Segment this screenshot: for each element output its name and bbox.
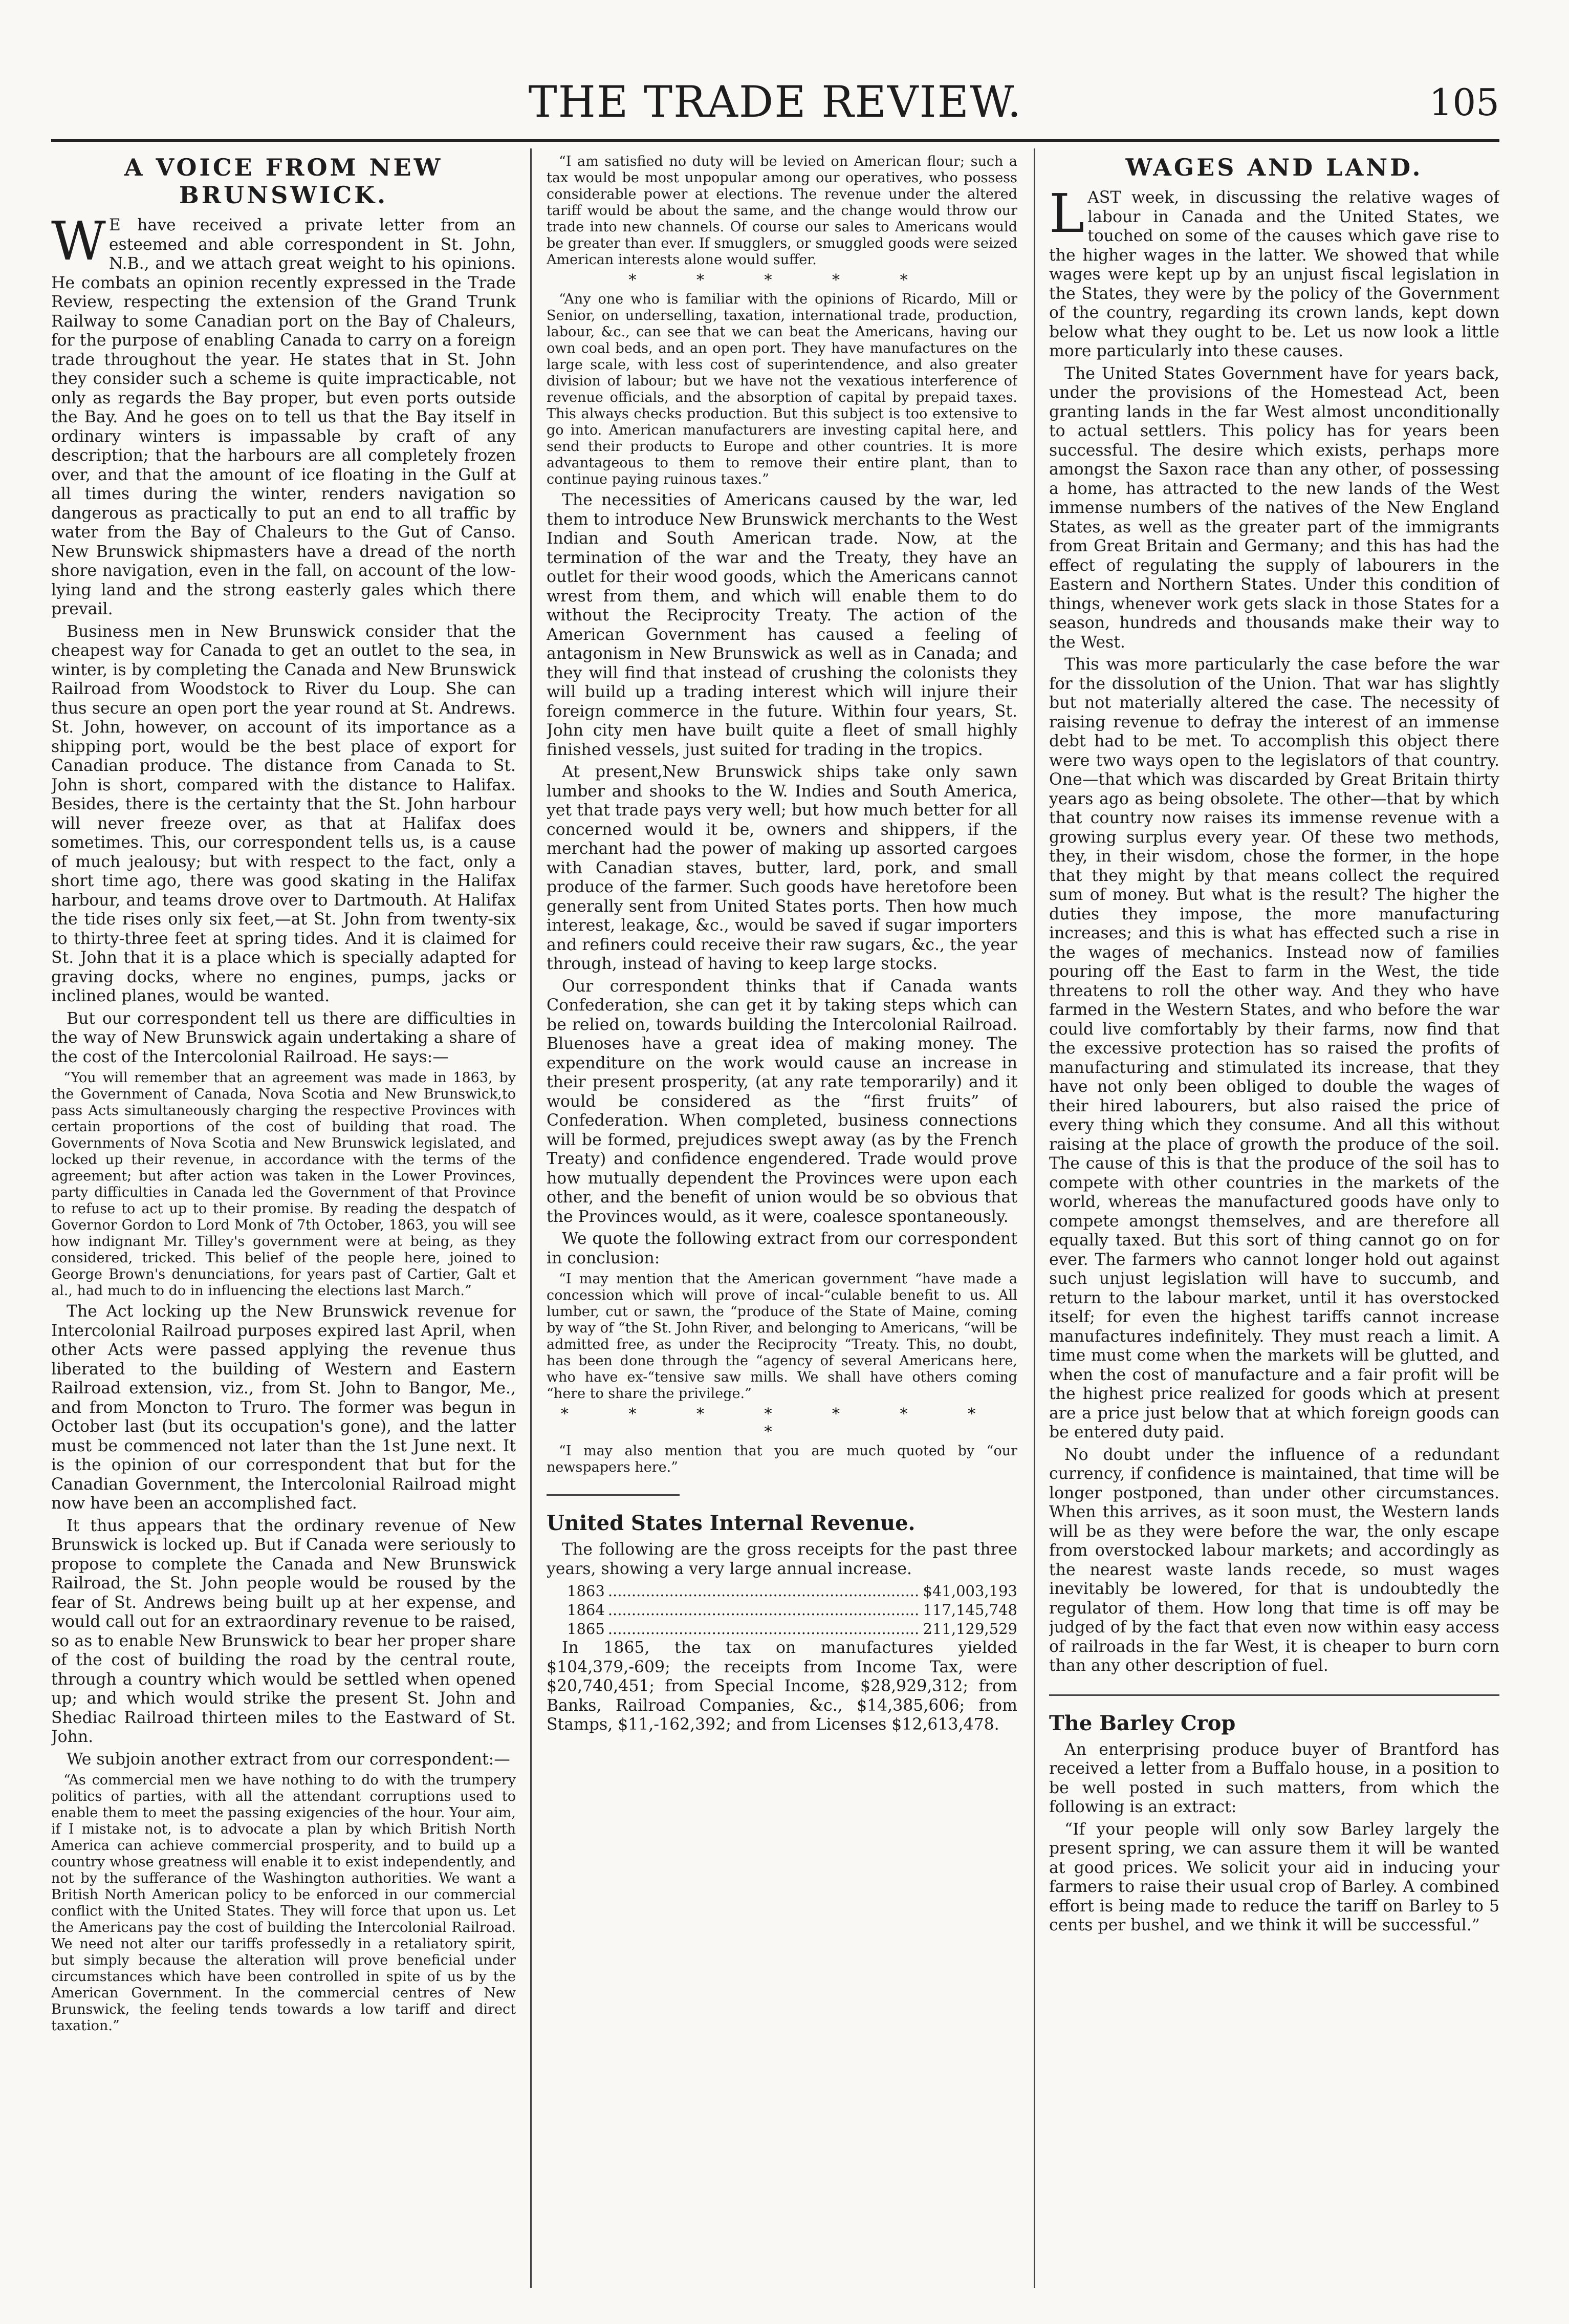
revenue-year: 1863 xyxy=(567,1582,605,1600)
revenue-amount: 211,129,529 xyxy=(923,1620,1017,1638)
article-paragraph: Our correspondent thinks that if Canada wants Confederation, she can get it by taking steps which can be relied on, towards building the Intercolonial Railroad. Bluenoses have a great idea of making money. The expenditure on the work would cause an increase in their present prosperity, (at any rate temporarily) and it would be considered as the “first fruits” of Confederation. When completed, business connections will be formed, prejudices swept away (as by the French Treaty) and confidence engendered. Trade would prove how mutually dependent the Provinces were upon each other, and the benefit of union would be so obvious that the Provinces would, as it were, coalesce spontaneously. xyxy=(547,977,1017,1226)
section-rule xyxy=(547,1494,680,1496)
revenue-row xyxy=(547,1620,1017,1639)
paragraph-text: E have received a private letter from an esteemed and able correspondent in St. John, N.B., and we attach great weight to his opinions. He combats an opinion recently expressed in the Trade Review, respecting the extension of the Grand Trunk Railway to some Canadian port on the Bay of Chaleurs, for the purpose of enabling Canada to carry on a foreign trade throughout the year. He states that in St. John they consider such a scheme is quite impracticable, not only as regards the Bay proper, but even ports outside the Bay. And he goes on to tell us that the Bay itself in ordinary winters is impassable by craft of any description; that the harbours are all completely frozen over, and that the amount of ice floating in the Gulf at all times during the winter, renders navigation so dangerous as practically to put an end to all traffic by water from the Bay of Chaleurs to the Gut of Canso. New Brunswick shipmasters have a dread of the north shore navigation, even in the fall, on account of the low-lying land and the strong easterly gales which there prevail. xyxy=(51,216,516,618)
quoted-extract: “If your people will only sow Barley largely the present spring, we can assure them it will be wanted at good prices. We solicit your aid in inducing your farmers to raise their usual crop of Barley. A combined effort is being made to reduce the tariff on Barley to 5 cents per bushel, and we think it will be successful.” xyxy=(1049,1820,1499,1934)
running-head xyxy=(51,77,1499,138)
article-heading: A VOICE FROM NEW BRUNSWICK. xyxy=(124,154,443,209)
revenue-table xyxy=(547,1582,1017,1639)
head-rule xyxy=(51,139,1499,142)
paper-title: THE TRADE REVIEW. xyxy=(528,77,1022,127)
article-paragraph: An enterprising produce buyer of Brantford has received a letter from a Buffalo house, in a position to be well posted in such matters, from which the following is an extract: xyxy=(1049,1740,1499,1816)
article-paragraph: No doubt under the influence of a redundant currency, if confidence is maintained, that time will be longer postponed, than under other circumstances. When this arrives, as it soon must, the Western lands will be as they were before the war, the only escape from overstocked labour markets; and accordingly as the nearest waste lands recede, so must wages inevitably be lowered, for that is undoubtedly the regulator of them. How long that time is off may be judged of by the fact that even now within easy access of railroads in the far West, it is cheaper to burn corn than any other description of fuel. xyxy=(1049,1445,1499,1675)
revenue-year: 1865 xyxy=(567,1620,605,1638)
column-2 xyxy=(547,154,1017,2293)
article-paragraph: In 1865, the tax on manufactures yielded $104,379,-609; the receipts from Income Tax, were $20,740,451; from Special Income, $28,929,312; from Banks, Railroad Companies, &c., $14,385,606; from Stamps, $11,-162,392; and from Licenses $12,613,478. xyxy=(547,1639,1017,1734)
article-heading: The Barley Crop xyxy=(1049,1711,1236,1735)
quoted-extract: “I may also mention that you are much quoted by “our newspapers here.” xyxy=(547,1443,1017,1475)
dot-leader xyxy=(608,1620,920,1639)
column-3 xyxy=(1049,154,1499,2293)
section-rule xyxy=(1049,1694,1499,1696)
article-paragraph: This was more particularly the case before the war for the dissolution of the Union. That war has slightly but not materially altered the case. The necessity of raising revenue to defray the interest of an immense debt had to be met. To accomplish this object there were two ways open to the legislators of that country. One—that which was discarded by Great Britain thirty years ago as being obsolete. The other—that by which that country now raises its immense revenue with a growing surplus every year. Of these two methods, they, in their wisdom, chose the former, in the hope that they might by that means collect the required sum of money. But what is the result? The higher the duties they impose, the more manufacturing increases; and this is what has effected such a rise in the wages of mechanics. Instead now of families pouring off the East to farm in the West, the tide threatens to roll the other way. And they who have farmed in the Western States, and who before the war could live comfortably by their farms, now find that the excessive protection has so raised the profits of manufacturing and stimulated its increase, that they have not only been obliged to double the wages of their hired labourers, but also raised the price of every thing which they consume. And all this without raising at the place of growth the produce of the soil. The cause of this is that the produce of the soil has to compete with other countries in the markets of the world, whereas the manufactured goods have only to compete amongst themselves, and are therefore all equally taxed. But this sort of thing cannot go on for ever. The farmers who cannot longer hold out against such unjust legislation will have to succumb, and return to the labour market, until it has overstocked itself; for even the highest tariffs cannot increase manufactures indefinitely. They must reach a limit. A time must come when the markets will be glutted, and when the cost of manufacture and a fair profit will be the highest price realized for goods which at present are a price just below that at which foreign goods can be entered duty paid. xyxy=(1049,655,1499,1441)
quoted-extract: “Any one who is familiar with the opinions of Ricardo, Mill or Senior, on underselling, taxation, international trade, production, labour, &c., can see that we can beat the Americans, having our own coal beds, and an open port. They have manufactures on the large scale, with less cost of superintendence, and also greater division of labour; but we have not the vexatious interference of revenue officials, and the absorption of capital by prepaid taxes. This always checks production. But this subject is too extensive to go into. American manufacturers are investing capital here, and send their products to Europe and other countries. It is more advantageous to them to remove their entire plant, than to continue paying ruinous taxes.” xyxy=(547,291,1017,487)
revenue-row xyxy=(547,1582,1017,1601)
column-divider xyxy=(1034,148,1035,2288)
article-paragraph: It thus appears that the ordinary revenue of New Brunswick is locked up. But if Canada were seriously to propose to complete the Canada and New Brunswick Railroad, the St. John people would be roused by the fear of St. Andrews being built up at her expense, and would call out for an extraordinary revenue to be raised, so as to enable New Brunswick to bear her proper share of the cost of building the road by the central route, through a country which would be settled when opened up; and which would strike the present St. John and Shediac Railroad thirteen miles to the Eastward of St. John. xyxy=(51,1516,516,1746)
page-number: 105 xyxy=(1429,81,1499,124)
article-heading: United States Internal Revenue. xyxy=(547,1511,916,1535)
article-paragraph: But our correspondent tell us there are difficulties in the way of New Brunswick again undertaking a share of the cost of the Intercolonial Railroad. He says:— xyxy=(51,1009,516,1066)
column-divider xyxy=(530,148,532,2288)
article-heading: WAGES AND LAND. xyxy=(1125,154,1423,181)
section-stars: * * * * * xyxy=(628,271,935,289)
revenue-amount: 117,145,748 xyxy=(923,1601,1017,1619)
quoted-extract: “I may mention that the American government “have made a concession which will prove of incal-“culable benefit to us. All lumber, cut or sawn, the “produce of the State of Maine, coming by way of “the St. John River, and belonging to Americans, “will be admitted free, as under the Reciprocity “Treaty. This, no doubt, has been done through the “agency of several Americans here, who have ex-“tensive saw mills. We shall have others coming “here to share the privilege.” xyxy=(547,1271,1017,1402)
article-paragraph: Business men in New Brunswick consider that the cheapest way for Canada to get an outlet to the sea, in winter, is by completing the Canada and New Brunswick Railroad from Woodstock to River du Loup. She can thus secure an open port the year round at St. Andrews. St. John, however, on account of its importance as a shipping port, would be the best place of export for Canadian produce. The distance from Canada to St. John is short, compared with the distance to Halifax. Besides, there is the certainty that the St. John harbour will never freeze over, as that at Halifax does sometimes. This, our correspondent tells us, is a cause of much jealousy; but with respect to the fact, only a short time ago, there was good skating in the Halifax harbour, and teams drove over to Dartmouth. At Halifax the tide rises only six feet,—at St. John from twenty-six to thirty-three feet at spring tides. And it is claimed for St. John that it is a place which is specially adapted for graving docks, where no engines, pumps, jacks or inclined planes, would be wanted. xyxy=(51,622,516,1005)
article-paragraph: The United States Government have for years back, under the provisions of the Homestead Act, been granting lands in the far West almost unconditionally to actual settlers. This policy has for years been successful. The desire which exists, perhaps more amongst the Saxon race than any other, of possessing a home, has attracted to the new lands of the West immense numbers of the natives of the New England States, as well as the greater part of the immigrants from Great Britain and Germany; and this has had the effect of regulating the supply of labourers in the Eastern and Northern States. Under this condition of things, whenever work gets slack in those States for a season, hundreds and thousands make their way to the West. xyxy=(1049,364,1499,652)
article-paragraph xyxy=(1049,182,1499,361)
revenue-row xyxy=(547,1601,1017,1620)
revenue-year: 1864 xyxy=(567,1601,605,1619)
drop-cap: L xyxy=(1049,182,1085,245)
quoted-extract: “As commercial men we have nothing to do with the trumpery politics of parties, with all the attendant corruptions used to enable them to meet the passing exigencies of the hour. Your aim, if I mistake not, is to advocate a plan by which British North America can achieve commercial prosperity, and to build up a country whose greatness will enable it to exist independently, and not by the sufferance of the Washington authorities. We want a British North American policy to be enforced in our commercial conflict with the United States. They will force that upon us. Let the Americans pay the cost of building the Intercolonial Railroad. We need not alter our tariffs professedly in a retaliatory spirit, but simply because the alteration will prove beneficial under circumstances which have been controlled in spite of us by the American Government. In the commercial centres of New Brunswick, the feeling tends towards a low tariff and direct taxation.” xyxy=(51,1772,516,2034)
section-stars: * * * * * * * * xyxy=(560,1405,1004,1441)
revenue-amount: $41,003,193 xyxy=(923,1582,1017,1600)
drop-cap: W xyxy=(51,210,106,272)
article-paragraph: We quote the following extract from our correspondent in conclusion: xyxy=(547,1230,1017,1267)
article-paragraph: At present,New Brunswick ships take only sawn lumber and shooks to the W. Indies and South America, yet that trade pays very well; but how much better for all concerned would it be, owners and shippers, if the merchant had the power of making up assorted cargoes with Canadian staves, butter, lard, pork, and small produce of the farmer. Such goods have heretofore been generally sent from United States ports. Then how much interest, leakage, &c., would be saved if sugar importers and refiners could receive their raw sugars, &c., the year through, instead of having to keep large stocks. xyxy=(547,763,1017,973)
article-paragraph: We subjoin another extract from our correspondent:— xyxy=(67,1750,510,1769)
article-paragraph: The following are the gross receipts for the past three years, showing a very large annual increase. xyxy=(547,1540,1017,1578)
dot-leader xyxy=(608,1582,920,1601)
paragraph-text: AST week, in discussing the relative wages of labour in Canada and the United States, we touched on some of the causes which gave rise to the higher wages in the latter. We showed that while wages were kept up by an unjust fiscal legislation in the States, they were by the policy of the Government of the country, regarding its crown lands, kept down below what they ought to be. Let us now look a little more particularly into these causes. xyxy=(1049,188,1499,360)
article-paragraph: The necessities of Americans caused by the war, led them to introduce New Brunswick merchants to the West Indian and South American trade. Now, at the termination of the war and the Treaty, they have an outlet for their wood goods, which the Americans cannot wrest from them, and which will enable them to do without the Reciprocity Treaty. The action of the American Government has caused a feeling of antagonism in New Brunswick as well as in Canada; and they will find that instead of crushing the colonists they will build up a trading interest which will injure their foreign commerce in the future. Within four years, St. John city men have built quite a fleet of small highly finished vessels, just suited for trading in the tropics. xyxy=(547,491,1017,759)
column-1 xyxy=(51,154,516,2293)
article-paragraph xyxy=(51,210,516,619)
article-paragraph: The Act locking up the New Brunswick revenue for Intercolonial Railroad purposes expired last April, when other Acts were passed applying the revenue thus liberated to the building of Western and Eastern Railroad extension, viz., from St. John to Bangor, Me., and from Moncton to Truro. The former was begun in October last (but its occupation's gone), and the latter must be commenced not later than the 1st June next. It is the opinion of our correspondent that but for the Canadian Government, the Intercolonial Railroad might now have been an accomplished fact. xyxy=(51,1302,516,1513)
quoted-extract: “I am satisfied no duty will be levied on American flour; such a tax would be most unpopular among our operatives, who possess considerable power at elections. The revenue under the altered tariff would be about the same, and the change would throw our trade into new channels. Of course our sales to Americans would be greater than ever. If smugglers, or smuggled goods were seized American interests alone would suffer. xyxy=(547,154,1017,268)
quoted-extract: “You will remember that an agreement was made in 1863, by the Government of Canada, Nova Scotia and New Brunswick,to pass Acts simultaneously charging the respective Provinces with certain proportions of the cost of building that road. The Governments of Nova Scotia and New Brunswick legislated, and locked up their revenue, in accordance with the terms of the agreement; but after action was taken in the Lower Provinces, party difficulties in Canada led the Government of that Province to refuse to act up to their promise. By reading the despatch of Governor Gordon to Lord Monk of 7th October, 1863, you will see how indignant Mr. Tilley's government were at being, as they considered, tricked. This belief of the people here, joined to George Brown's denunciations, for years past of Cartier, Galt et al., had much to do in influencing the elections last March.” xyxy=(51,1070,516,1299)
dot-leader xyxy=(608,1601,920,1620)
